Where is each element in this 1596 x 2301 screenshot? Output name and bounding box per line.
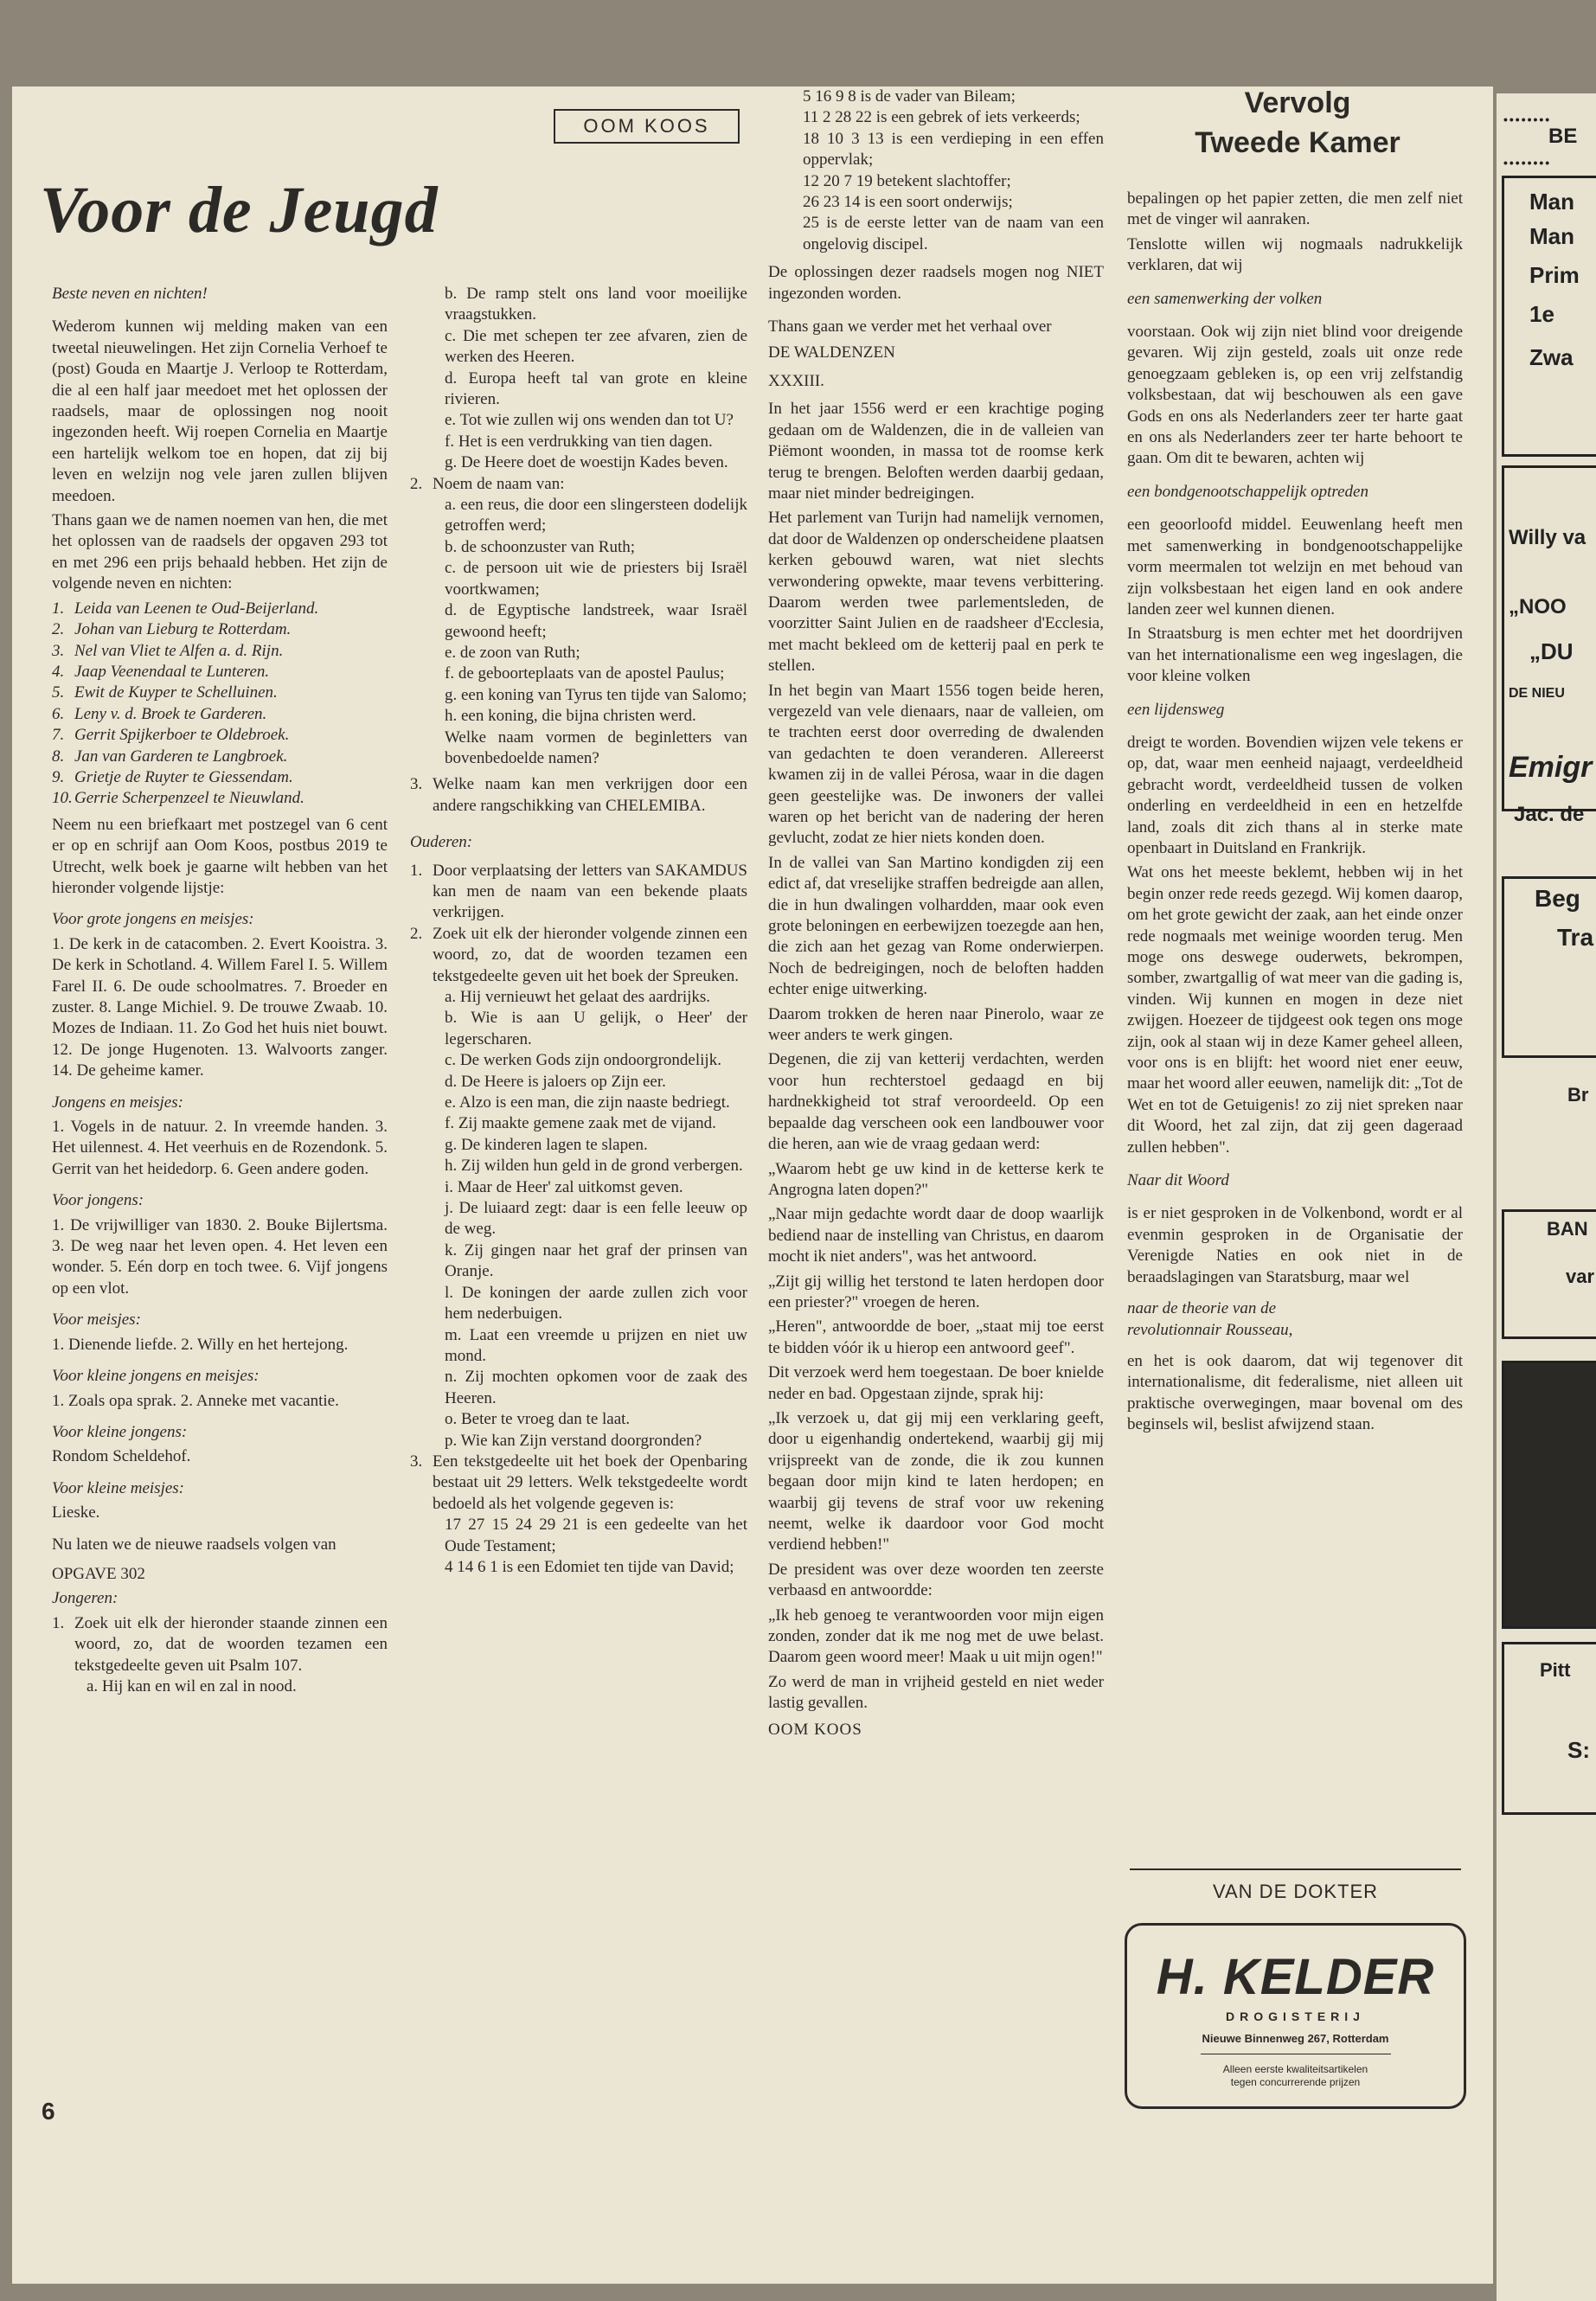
header-line-1: Vervolg — [1244, 87, 1351, 119]
right-page-fragment: Beg — [1535, 885, 1580, 912]
right-page-fragment: S: — [1567, 1737, 1590, 1763]
book-group-list: 1. De vrijwilliger van 1830. 2. Bouke Bijlertsma. 3. De weg naar het leven open. 4. Het leven een wonder. 5. Eén dorp en toch twee. 6. Vijf jongens op een vlot. — [52, 1215, 388, 1298]
winner-name: Grietje de Ruyter te Giessendam. — [74, 767, 293, 786]
right-page-adbox — [1502, 1361, 1596, 1629]
older-riddle-1: 1. Door verplaatsing der letters van SAKAMDUS kan men de naam van een bekende plaats verkrijgen. — [410, 861, 747, 924]
book-group-heading: Voor grote jongens en meisjes: — [52, 910, 254, 929]
story-paragraph: De president was over deze woorden ten zeerste verbaasd en antwoordde: — [768, 1560, 1104, 1600]
story-paragraph: Dit verzoek werd hem toegestaan. De boer knielde neder en bad. Opgestaan zijnde, sprak hij: — [768, 1363, 1104, 1403]
right-page-fragment: Man — [1529, 189, 1574, 215]
riddle-item: o. Beter te vroeg dan te laat. — [445, 1410, 631, 1429]
winner-number: 9. — [52, 767, 65, 786]
riddle-item: a. Hij vernieuwt het gelaat des aardrijks. — [445, 988, 711, 1006]
book-group-list: Rondom Scheldehof. — [52, 1447, 191, 1466]
riddle-item: i. Maar de Heer' zal uitkomst geven. — [445, 1177, 683, 1196]
riddle-item: g. een koning van Tyrus ten tijde van Salomo; — [445, 685, 747, 704]
para-8: is er niet gesproken in de Volkenbond, wordt er al evenmin gesproken in de Organisatie der Verenigde Naties en ook niet in de beraadslagingen van Staratsburg, maar wel — [1127, 1204, 1463, 1286]
older-riddle-2-items — [410, 987, 747, 1452]
riddle-item: c. Die met schepen ter zee afvaren, zien de werken des Heeren. — [445, 326, 747, 367]
winner-name: Nel van Vliet te Alfen a. d. Rijn. — [74, 641, 284, 660]
riddle-2-text: Noem de naam van: — [433, 474, 565, 493]
older-riddle-1-text: Door verplaatsing der letters van SAKAMDUS kan men de naam van een bekende plaats verkrijgen. — [433, 861, 747, 922]
para-3: voorstaan. Ook wij zijn niet blind voor dreigende gevaren. Wij zijn gesteld, zoals uit onze rede genoegzaam gebleken is, op een vrij zelfstandig volksbestaan, dat wij beschouwen als een gave Gods en ons als Nederlanders zeer ter harte gaat en ons als Nederlanders zeer ter harte behoort te gaan. Om dit te bewaren, achten wij — [1127, 323, 1463, 468]
winner-item — [52, 725, 388, 746]
riddle-3: 3. Welke naam kan men verkrijgen door een andere rangschikking van CHELEMIBA. — [410, 774, 747, 817]
winner-item — [52, 767, 388, 788]
story-paragraph: „Waarom hebt ge uw kind in de ketterse kerk te Angrogna laten dopen?" — [768, 1159, 1104, 1199]
winner-name: Johan van Lieburg te Rotterdam. — [74, 620, 292, 639]
riddle-item: g. De kinderen lagen te slapen. — [445, 1135, 648, 1154]
winner-name: Gerrie Scherpenzeel te Nieuwland. — [74, 789, 304, 808]
right-page-fragment: „DU — [1529, 638, 1574, 664]
book-group-list: Lieske. — [52, 1503, 100, 1522]
winner-item — [52, 683, 388, 703]
riddle-item: c. De werken Gods zijn ondoorgrondelijk. — [445, 1051, 721, 1070]
ad-divider — [1130, 1868, 1461, 1870]
adjacent-page-edge — [1497, 93, 1596, 2301]
story-paragraph: Daarom trokken de heren naar Pinerolo, waar ze weer anders te werk gingen. — [768, 1004, 1104, 1045]
winner-number: 7. — [52, 726, 65, 745]
para-6: dreigt te worden. Bovendien wijzen vele tekens er op, dat, waar men eenheid najaagt, verdeeldheid gebracht wordt, verdeeldheid tussen de volken onderling en verdeeldheid in een en hetzelfde land, zoals dit zich thans al in sterke mate openbaart in Duitsland en Frankrijk. — [1127, 733, 1463, 857]
page-number: 6 — [42, 2098, 55, 2125]
section-label-box: OOM KOOS — [554, 109, 740, 144]
clue-line: 5 16 9 8 is de vader van Bileam; — [803, 87, 1016, 106]
riddle-item: b. De ramp stelt ons land voor moeilijke vraagstukken. — [445, 285, 747, 324]
riddle-item: f. Zij maakte gemene zaak met de vijand. — [445, 1114, 716, 1133]
book-group-heading: Voor jongens: — [52, 1191, 144, 1210]
book-group-heading: Voor kleine jongens en meisjes: — [52, 1367, 260, 1386]
winner-number: 5. — [52, 683, 65, 702]
older-riddle-3-text: Een tekstgedeelte uit het boek der Openbaring bestaat uit 29 letters. Welk tekstgedeelte wordt bedoeld als het volgende gegeven is: — [433, 1452, 747, 1513]
riddle-item: g. De Heere doet de woestijn Kades beven. — [445, 453, 728, 472]
para-1: bepalingen op het papier zetten, die men zelf niet met de vinger wil aanraken. — [1127, 189, 1463, 229]
story-paragraph: „Naar mijn gedachte wordt daar de doop waarlijk bediend naar de instelling van Christus, en daarom mocht ik niet anders", was het antwoord. — [768, 1205, 1104, 1266]
riddle-item: l. De koningen der aarde zullen zich voor hem nederbuigen. — [445, 1283, 747, 1324]
clue-line: 25 is de eerste letter van de naam van een ongelovig discipel. — [803, 214, 1104, 253]
right-page-fragment: BE — [1548, 125, 1578, 148]
header-line-2: Tweede Kamer — [1195, 126, 1401, 159]
book-group-heading: Voor kleine jongens: — [52, 1422, 188, 1441]
older-riddle-3a: 17 27 15 24 29 21 is een gedeelte van het Oude Testament; — [445, 1516, 747, 1555]
book-group-heading: Voor meisjes: — [52, 1311, 141, 1330]
book-group-heading: Voor kleine meisjes: — [52, 1478, 185, 1497]
right-page-fragment: Br — [1567, 1084, 1589, 1106]
right-page-fragment: 1e — [1529, 301, 1554, 327]
clue-line: 11 2 28 22 is een gebrek of iets verkeerds; — [803, 108, 1080, 127]
winner-number: 4. — [52, 662, 65, 681]
book-group-heading: Jongens en meisjes: — [52, 1093, 183, 1112]
clue-line: 26 23 14 is een soort onderwijs; — [803, 193, 1013, 212]
story-paragraph: „Ik verzoek u, dat gij mij een verklaring geeft, door u eigenhandig ondertekend, waarbij gij mij vrijspreekt van de zonde, die ik zou kunnen begaan door mijn kind te laten herdopen; en waarbij gij tevens de straf voor uw rekening neemt, welke ik daardoor voor God mocht verdiend hebben!" — [768, 1408, 1104, 1554]
winner-number: 10. — [52, 789, 73, 808]
page-title: Voor de Jeugd — [40, 174, 439, 247]
para-9: en het is ook daarom, dat wij tegenover dit internationalisme, dit federalisme, niet alleen uit praktische overwegingen, maar bovenal om des beginsels wil, beslist afwijzend staan. — [1127, 1351, 1463, 1434]
riddle-item: a. een reus, die door een slingersteen dodelijk getroffen werd; — [445, 496, 747, 535]
ad-kind: DROGISTERIJ — [1226, 2009, 1365, 2023]
dotted-rule: •••••••• — [1503, 112, 1552, 126]
older-riddle-2: 2. Zoek uit elk der hieronder volgende zinnen een woord, zo, dat de woorden tezamen een tekstgedeelte geven uit het boek der Spreuken. — [410, 924, 747, 987]
subhead-5a: naar de theorie van de — [1127, 1299, 1277, 1318]
older-riddle-3b: 4 14 6 1 is een Edomiet ten tijde van David; — [445, 1557, 734, 1576]
winner-item — [52, 662, 388, 683]
riddle-item: f. Het is een verdrukking van tien dagen. — [445, 432, 713, 451]
riddle-item: b. Wie is aan U gelijk, o Heer' der legerscharen. — [445, 1009, 747, 1048]
column-2 — [410, 284, 747, 1578]
right-page-fragment: Zwa — [1529, 344, 1574, 370]
winner-name: Leny v. d. Broek te Garderen. — [74, 704, 267, 723]
winners-intro: Thans gaan we de namen noemen van hen, die met het oplossen van de raadsels der opgaven 293 tot en met 296 een prijs behaald hebben. Het zijn de volgende neven en nichten: — [52, 511, 388, 593]
right-page-fragment: Tra — [1557, 924, 1594, 951]
right-page-fragment: Emigr — [1509, 751, 1593, 784]
story-paragraph: In het begin van Maart 1556 togen beide heren, vergezeld van vele dienaars, naar de valleien, om te trachten eerst door overreding de dwalenden van gedachten te doen veranderen. Allereerst kwamen zij in de vallei Pérosa, waar in die dagen geen geestelijke was. De inwoners der vallei waren op het bericht van de nadering der heren gevlucht, zodat ze hier niets konden doen. — [768, 681, 1104, 848]
story-paragraph: In de vallei van San Martino kondigden zij een edict af, dat vreselijke straffen bedreigde aan allen, die in hun dwalingen volhardden, maar ook even grote beloningen en eerbewijzen toezegde aan hen, die zich aan het gezag van Rome onderwierpen. Noch de bedreigingen, noch de beloften hadden echter enige uitwerking. — [768, 853, 1104, 999]
winner-number: 1. — [52, 599, 65, 618]
right-page-fragment: Willy va — [1509, 526, 1586, 549]
riddle-clues — [768, 87, 1104, 255]
subhead-3: een lijdensweg — [1127, 700, 1225, 719]
riddle-item: d. Europa heeft tal van grote en kleine rivieren. — [445, 369, 747, 409]
older-riddle-2-text: Zoek uit elk der hieronder volgende zinnen een woord, zo, dat de woorden tezamen een tekstgedeelte geven uit het boek der Spreuken. — [433, 924, 747, 985]
winner-item — [52, 704, 388, 725]
winner-number: 2. — [52, 620, 65, 639]
riddle-item: e. Tot wie zullen wij ons wenden dan tot U? — [445, 411, 734, 430]
right-page-fragment: „NOO — [1509, 595, 1567, 619]
signature: OOM KOOS — [768, 1720, 862, 1739]
book-group-list: 1. Vogels in de natuur. 2. In vreemde handen. 3. Het uilennest. 4. Het veerhuis en de Rozendonk. 5. Gerrit van het heidedorp. 6. Geen andere goden. — [52, 1118, 388, 1178]
book-group-list: 1. Zoals opa sprak. 2. Anneke met vacantie. — [52, 1391, 339, 1410]
column-1 — [52, 284, 388, 1697]
right-page-fragment: Man — [1529, 223, 1574, 249]
winner-item — [52, 747, 388, 767]
winner-name: Ewit de Kuyper te Schelluinen. — [74, 683, 278, 702]
story-paragraph: „Heren", antwoordde de boer, „staat mij toe eerst te bidden vóór ik u hierop een antwoord geef". — [768, 1317, 1104, 1357]
riddle-3-text: Welke naam kan men verkrijgen door een andere rangschikking van CHELEMIBA. — [433, 775, 747, 815]
winners-list — [52, 599, 388, 810]
older-riddle-3: 3. Een tekstgedeelte uit het boek der Openbaring bestaat uit 29 letters. Welk tekstgedeelte wordt bedoeld als het volgende gegeven is: — [410, 1452, 747, 1515]
riddle-item: h. een koning, die bijna christen werd. — [445, 707, 696, 726]
chapter-number: XXXIII. — [768, 371, 824, 390]
winner-name: Jan van Garderen te Langbroek. — [74, 747, 288, 766]
subhead-1: een samenwerking der volken — [1127, 289, 1323, 308]
riddle-1: 1. Zoek uit elk der hieronder staande zinnen een woord, zo, dat de woorden tezamen een tekstgedeelte geven uit Psalm 107. — [52, 1613, 388, 1676]
ad-address: Nieuwe Binnenweg 267, Rotterdam — [1202, 2032, 1389, 2045]
story-paragraph: In het jaar 1556 werd er een krachtige poging gedaan om de Waldenzen, die in de valleien van Piëmont woonden, in massa tot de roomse kerk terug te brengen. Beloften werden daarbij gedaan, maar niet minder bedreigingen. — [768, 400, 1104, 503]
column-3 — [768, 87, 1104, 1744]
ad-name: H. KELDER — [1156, 1949, 1435, 2005]
ad-line-2: tegen concurrerende prijzen — [1230, 2076, 1361, 2088]
riddle-item: m. Laat een vreemde u prijzen en niet uw mond. — [445, 1325, 747, 1365]
greeting: Beste neven en nichten! — [52, 285, 208, 303]
winner-number: 6. — [52, 704, 65, 723]
riddle-item: d. de Egyptische landstreek, waar Israël gewoond heeft; — [445, 601, 747, 641]
column-4 — [1127, 189, 1463, 1439]
riddle-item: n. Zij mochten opkomen voor de zaak des Heeren. — [445, 1368, 747, 1407]
riddle-item: p. Wie kan Zijn verstand doorgronden? — [445, 1431, 702, 1450]
intro-paragraph: Wederom kunnen wij melding maken van een tweetal nieuwelingen. Het zijn Cornelia Verhoef te (post) Gouda en Maartje J. Verloop te Rotterdam, die al een half jaar meedoet met het oplossen der raadsels, maar de oplossingen nog nooit ingezonden heeft. Wij roepen Cornelia en Maartje een hartelijk welkom toe en hopen, dat zij bij leven en welzijn nog vele jaren zullen blijven meedoen. — [52, 317, 388, 505]
winner-item — [52, 641, 388, 662]
para-4: een geoorloofd middel. Eeuwenlang heeft men met samenwerking in bondgenootschappelijke vorm meermalen tot welzijn en met behoud van zijn volksbestaan het eigen land en ook andere landen zeer wel kunnen dienen. — [1127, 516, 1463, 619]
winner-number: 8. — [52, 747, 65, 766]
opgave-heading: OPGAVE 302 — [52, 1564, 145, 1583]
story-title: DE WALDENZEN — [768, 343, 895, 362]
right-page-fragment: Prim — [1529, 262, 1580, 288]
book-group-list: 1. Dienende liefde. 2. Willy en het hertejong. — [52, 1335, 349, 1354]
kelder-ad — [1125, 1923, 1466, 2109]
dotted-rule: •••••••• — [1503, 156, 1552, 170]
winner-name: Leida van Leenen te Oud-Beijerland. — [74, 599, 319, 618]
winner-item — [52, 619, 388, 640]
para-7: Wat ons het meeste beklemt, hebben wij in het begin onzer rede reeds gezegd. Wij komen daarop, om het grote gewicht der zaak, aan het einde onzer rede nogmaals met weinige woorden terug. Men moge ons deswege ouderwets, bekrompen, somber, zwartgallig of wat meer van die gading is, vinden. Wij kunnen en mogen in deze niet zwijgen. Hoezeer de tijdgeest ook tegen ons moge zijn, ook al staan wij in deze Kamer geheel alleen, voor ons is en blijft: het woord niet ener eeuw, maar het woord aller eeuwen, namelijk dit: „Tot de Wet en tot de Getuigenis! zo zij niet spreken naar dit Woord, het zal zijn, dat zij geen dageraad zullen hebben". — [1127, 863, 1463, 1157]
riddle-1-text: Zoek uit elk der hieronder staande zinnen een woord, zo, dat de woorden tezamen een tekstgedeelte geven uit Psalm 107. — [74, 1613, 388, 1675]
instructions: Neem nu een briefkaart met postzegel van 6 cent er op en schrijf aan Oom Koos, postbus 2019 te Utrecht, welk boek je gaarne wilt hebben van het hieronder volgende lijstje: — [52, 815, 388, 897]
story-body — [768, 399, 1104, 1714]
winner-name: Jaap Veenendaal te Lunteren. — [74, 662, 270, 681]
story-paragraph: Zo werd de man in vrijheid gesteld en niet weder lastig gevallen. — [768, 1672, 1104, 1713]
right-page-fragment: Pitt — [1540, 1659, 1571, 1681]
riddle-item: h. Zij wilden hun geld in de grond verbergen. — [445, 1157, 743, 1176]
winner-item — [52, 788, 388, 809]
subhead-4: Naar dit Woord — [1127, 1171, 1229, 1190]
riddle-item: c. de persoon uit wie de priesters bij Israël voortkwamen; — [445, 559, 747, 599]
riddle-2-question: Welke naam vormen de beginletters van bovenbedoelde namen? — [445, 727, 747, 767]
riddle-2-items — [410, 495, 747, 727]
winner-name: Gerrit Spijkerboer te Oldebroek. — [74, 726, 290, 745]
riddle-2: 2. Noem de naam van: — [410, 474, 747, 495]
story-continue: Thans gaan we verder met het verhaal over — [768, 317, 1052, 336]
riddle-item: d. De Heere is jaloers op Zijn eer. — [445, 1072, 666, 1091]
right-page-fragment: BAN — [1547, 1218, 1588, 1240]
riddle-item: b. de schoonzuster van Ruth; — [445, 537, 636, 556]
subhead-5b: revolutionnair Rousseau, — [1127, 1320, 1293, 1339]
story-paragraph: Het parlement van Turijn had namelijk vernomen, dat door de Waldenzen op onderscheidene plaatsen kerken gebouwd waren, wat niet slechts verwondering opwekte, maar tevens verbittering. Daarom werden twee parlementsleden, de voorzitter Saint Julien en de raadsheer d'Ecclesia, met macht bekleed om de ketterij paal en perk te stellen. — [768, 509, 1104, 676]
riddle-1-items — [410, 284, 747, 474]
riddle-item: e. Alzo is een man, die zijn naaste bedriegt. — [445, 1093, 730, 1112]
book-groups — [52, 909, 388, 1523]
story-paragraph: „Ik heb genoeg te verantwoorden voor mijn eigen zonden, zonder dat ik me nog met de uwe belast. Daarom geen woord meer! Maak u uit mijn ogen!" — [768, 1606, 1104, 1667]
riddle-item: f. de geboorteplaats van de apostel Paulus; — [445, 664, 725, 683]
subhead-2: een bondgenootschappelijk optreden — [1127, 482, 1368, 501]
para-2: Tenslotte willen wij nogmaals nadrukkelijk verklaren, dat wij — [1127, 234, 1463, 275]
riddle-item: e. de zoon van Ruth; — [445, 643, 580, 662]
ad-title: VAN DE DOKTER — [1212, 1881, 1379, 1902]
right-page-fragment: DE NIEU — [1509, 686, 1565, 701]
ad-line-1: Alleen eerste kwaliteitsartikelen — [1222, 2063, 1368, 2075]
clue-line: 12 20 7 19 betekent slachtoffer; — [803, 171, 1011, 190]
right-page-fragment: Jac. de — [1514, 803, 1585, 826]
story-paragraph: „Zijt gij willig het terstond te laten herdopen door een priester?" vroegen de heren. — [768, 1272, 1104, 1311]
story-paragraph: Degenen, die zij van ketterij verdachten, werden voor hun rechterstoel gedaagd en bij hardnekkigheid tot straf veroordeeld. Op een bepaalde dag verscheen ook een landbouwer voor die heren, aan wie de vraag gedaan werd: — [768, 1050, 1104, 1154]
continuation-header — [1133, 83, 1462, 163]
riddle-item: j. De luiaard zegt: daar is een felle leeuw op de weg. — [445, 1199, 747, 1239]
book-group-list: 1. De kerk in de catacomben. 2. Evert Kooistra. 3. De kerk in Schotland. 4. Willem Farel I. 5. Willem Farel II. 6. De oude schoolmatres. 7. Broeder en zuster. 8. Lange Michiel. 9. De trouwe Zwaab. 10. Mozes de Indiaan. 11. Zo God het huis niet bouwt. 12. De jonge Hugenoten. 13. Walvoorts zanger. 14. De geheime kamer. — [52, 934, 388, 1080]
right-page-fragment: var — [1566, 1266, 1595, 1287]
winner-number: 3. — [52, 641, 65, 660]
jongeren-heading: Jongeren: — [52, 1589, 119, 1608]
clue-line: 18 10 3 13 is een verdieping in een effen oppervlak; — [803, 129, 1104, 170]
para-5: In Straatsburg is men echter met het doordrijven van het internationalisme een weg ingeslagen, die voor kleine volken — [1127, 625, 1463, 686]
ouderen-heading: Ouderen: — [410, 833, 473, 852]
note: De oplossingen dezer raadsels mogen nog NIET ingezonden worden. — [768, 263, 1104, 303]
new-riddles-intro: Nu laten we de nieuwe raadsels volgen van — [52, 1535, 337, 1554]
winner-item — [52, 599, 388, 619]
riddle-item: k. Zij gingen naar het graf der prinsen van Oranje. — [445, 1240, 747, 1281]
riddle-1a: a. Hij kan en wil en zal in nood. — [87, 1676, 297, 1695]
